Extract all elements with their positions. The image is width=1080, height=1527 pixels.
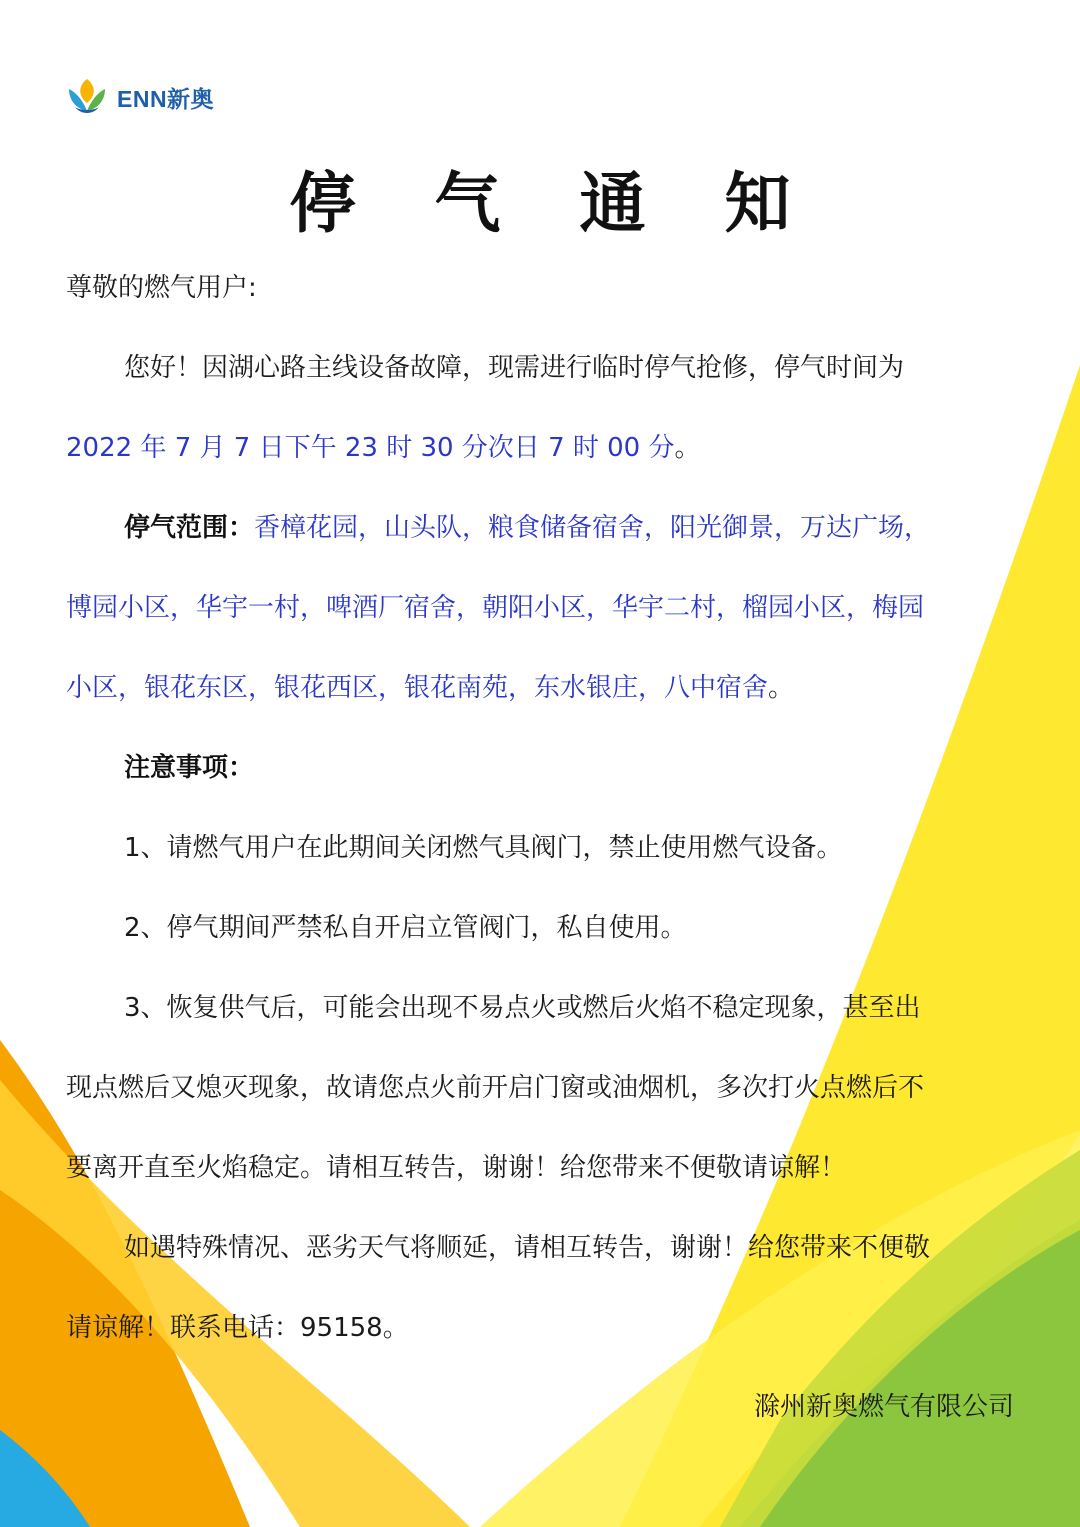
scope-label: 停气范围： (124, 513, 255, 543)
note-item-3-line-1: 3、恢复供气后，可能会出现不易点火或燃后火焰不稳定现象，甚至出 (124, 993, 921, 1023)
closing-line-2: 请谅解！联系电话：95158。 (66, 1313, 409, 1343)
company-logo (65, 77, 214, 117)
scope-line-3 (66, 668, 1014, 708)
greeting: 尊敬的燃气用户: (66, 273, 257, 303)
note-item-3-line-2: 现点燃后又熄灭现象，故请您点火前开启门窗或油烟机，多次打火点燃后不 (66, 1073, 925, 1103)
scope-areas-3: 小区，银花东区，银花西区，银花南苑，东水银庄，八中宿舍 (66, 673, 769, 703)
note-item-3-line-3: 要离开直至火焰稳定。请相互转告，谢谢！给您带来不便敬请谅解！ (66, 1153, 847, 1183)
logo-text: ENN新奥 (117, 85, 215, 112)
intro-time-end: 。 (674, 433, 701, 463)
intro-time-line (66, 428, 1014, 468)
scope-end: 。 (768, 673, 795, 703)
scope-line-1 (124, 508, 1014, 548)
scope-areas-1: 香樟花园，山头队，粮食储备宿舍，阳光御景，万达广场， (254, 513, 931, 543)
page-title: 停 气 通 知 (289, 165, 819, 242)
outage-time: 2022 年 7 月 7 日下午 23 时 30 分次日 7 时 00 分 (66, 433, 675, 463)
intro-line-1: 您好！因湖心路主线设备故障，现需进行临时停气抢修，停气时间为 (124, 353, 905, 383)
scope-areas-2: 博园小区，华宇一村，啤酒厂宿舍，朝阳小区，华宇二村，榴园小区，梅园 (66, 593, 925, 623)
notes-label: 注意事项： (124, 753, 255, 783)
closing-line-1: 如遇特殊情况、恶劣天气将顺延，请相互转告，谢谢！给您带来不便敬 (124, 1233, 931, 1263)
note-item-2: 2、停气期间严禁私自开启立管阀门，私自使用。 (124, 913, 687, 943)
enn-flower-logo-icon (65, 77, 109, 117)
company-signature: 滁州新奥燃气有限公司 (753, 1392, 1014, 1422)
note-item-1: 1、请燃气用户在此期间关闭燃气具阀门，禁止使用燃气设备。 (124, 833, 843, 863)
